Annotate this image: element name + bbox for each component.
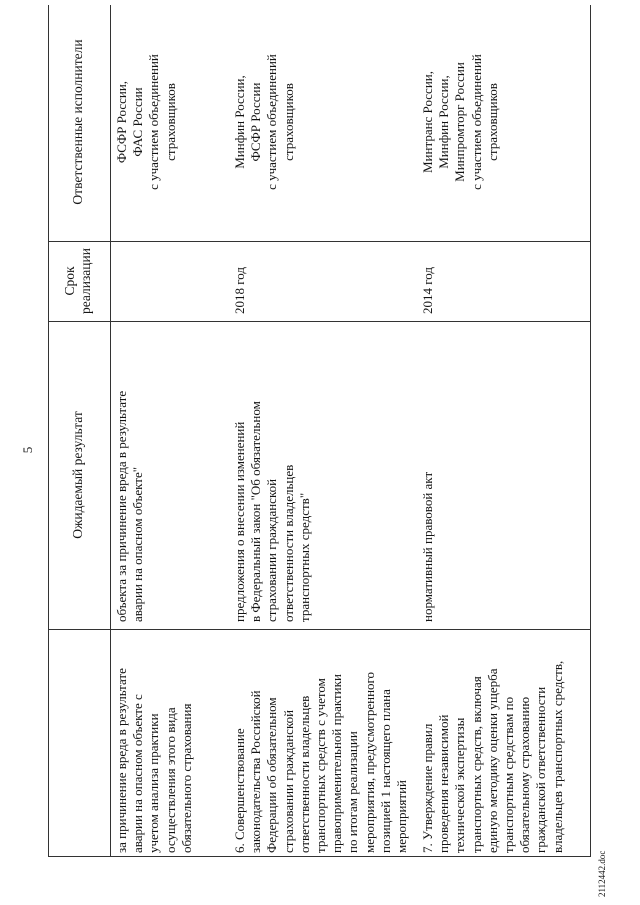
table-top-border <box>48 5 49 857</box>
row3-measure-line-1: 7. Утверждение правил <box>420 723 435 853</box>
row2-measure-line-1: 6. Совершенствование <box>232 728 247 853</box>
row2-result <box>232 401 313 622</box>
row2-measure-line-6: транспортных средств с учетом <box>313 678 329 853</box>
row3-term: 2014 год <box>420 267 435 314</box>
row2-result-line-4: ответственности владельцев <box>280 464 296 622</box>
row3-measure-line-9: владельцев транспортных средств, <box>549 660 565 853</box>
row3-measure-line-7: обязательному страхованию <box>517 696 533 853</box>
header-term-line-2: реализации <box>78 248 93 314</box>
row2-measure-line-10: позицией 1 настоящего плана <box>377 689 393 853</box>
col-divider-term <box>48 241 591 242</box>
row1-result-line-1: объекта за причинение вреда в результате <box>114 390 129 622</box>
row1-result <box>114 391 146 622</box>
row1-measure-line-4: осуществления этого вида <box>162 707 178 853</box>
row1-measure-line-5: обязательного страхования <box>178 703 194 853</box>
header-executors: Ответственные исполнители <box>70 39 85 205</box>
row1-executors-line-3: с участием объединений <box>146 54 162 190</box>
row1-measure-line-1: за причинение вреда в результате <box>114 668 129 853</box>
row2-measure-line-5: ответственности владельцев <box>296 695 312 853</box>
footer-code: 2112442.doc <box>597 850 607 897</box>
table-bottom-border <box>590 5 591 857</box>
row1-executors <box>114 7 179 237</box>
row2-executors <box>232 7 297 237</box>
row1-measure <box>114 668 195 853</box>
row2-result-line-5: транспортных средств" <box>296 492 312 622</box>
row1-executors-line-4: страховщиков <box>162 83 178 161</box>
row3-measure-line-2: проведения независимой <box>436 714 452 853</box>
row1-measure-line-2: аварии на опасном объекте с <box>130 694 146 853</box>
row2-result-line-2: в Федеральный закон "Об обязательном <box>248 401 264 622</box>
row3-measure-line-4: транспортных средств, включая <box>468 676 484 853</box>
row2-result-line-3: страховании гражданской <box>264 478 280 622</box>
page-number: 5 <box>20 446 35 454</box>
row2-measure-line-3: Федерации об обязательном <box>264 697 280 853</box>
row3-executors-line-2: Минфин России, <box>436 75 452 169</box>
row3-executors-line-5: страховщиков <box>484 83 500 161</box>
row3-executors-line-4: с участием объединений <box>468 54 484 190</box>
row3-executors-line-3: Минпромторг России <box>452 62 468 182</box>
row3-measure-line-5: единую методику оценки ущерба <box>484 668 500 853</box>
row2-measure-line-2: законодательства Российской <box>248 690 264 853</box>
row2-measure-line-4: страховании гражданской <box>280 709 296 853</box>
row3-measure <box>420 661 566 853</box>
header-result: Ожидаемый результат <box>70 411 85 539</box>
row1-result-line-2: аварии на опасном объекте" <box>130 466 146 622</box>
row3-executors <box>420 7 501 237</box>
row2-executors-line-2: ФСФР России <box>248 82 264 162</box>
row1-measure-line-3: учетом анализа практики <box>146 713 162 853</box>
header-term-line-1: Срок <box>62 266 77 296</box>
col-divider-left <box>48 856 591 857</box>
row2-executors-line-1: Минфин России, <box>232 75 247 169</box>
row3-measure-line-6: транспортным средствам по <box>501 696 517 853</box>
row2-term: 2018 год <box>232 267 247 314</box>
row3-result <box>420 472 436 622</box>
row2-measure-line-11: мероприятий <box>394 780 410 853</box>
table-header-border <box>110 5 111 857</box>
row2-measure <box>232 672 410 853</box>
row3-measure-line-8: гражданской ответственности <box>533 686 549 853</box>
row1-executors-line-2: ФАС России <box>130 87 146 157</box>
row1-executors-line-1: ФСФР России, <box>114 80 129 164</box>
col-divider-result <box>48 321 591 322</box>
col-divider-measure <box>48 629 591 630</box>
row2-executors-line-3: с участием объединений <box>264 54 280 190</box>
row2-result-line-1: предложения о внесении изменений <box>232 421 247 622</box>
row3-measure-line-3: технической экспертизы <box>452 717 468 853</box>
header-term <box>62 242 94 320</box>
row3-result-line-1: нормативный правовой акт <box>420 471 435 622</box>
row2-measure-line-9: мероприятия, предусмотренного <box>361 671 377 853</box>
row2-measure-line-8: по итогам реализации <box>345 731 361 853</box>
row3-executors-line-1: Минтранс России, <box>420 71 435 173</box>
row2-executors-line-4: страховщиков <box>280 83 296 161</box>
row2-measure-line-7: правоприменительной практики <box>329 674 345 853</box>
